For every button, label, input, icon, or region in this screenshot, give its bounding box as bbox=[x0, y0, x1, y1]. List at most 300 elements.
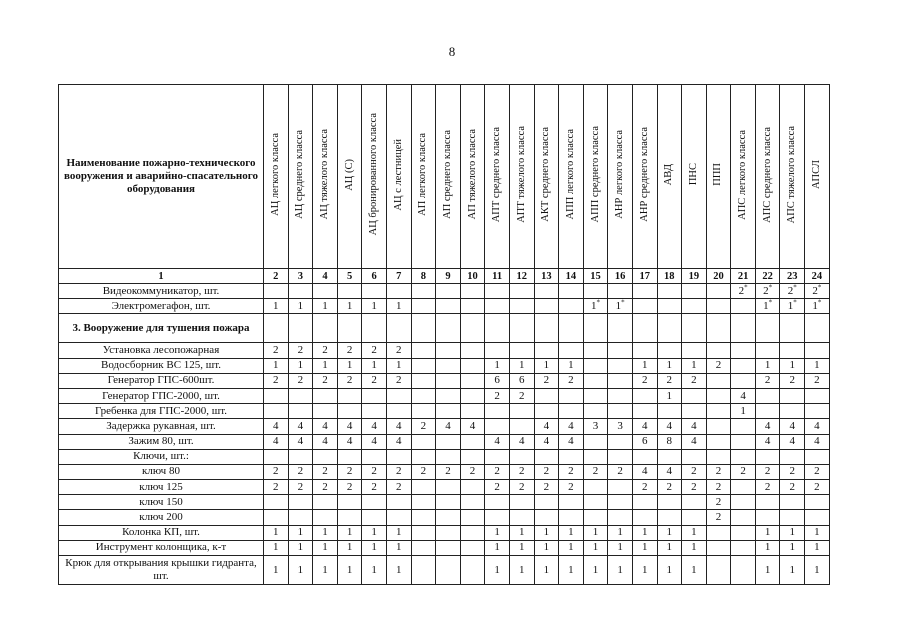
table-cell: 1 bbox=[583, 556, 608, 585]
table-cell bbox=[460, 510, 485, 525]
table-cell bbox=[608, 449, 633, 464]
table-cell: 2 bbox=[755, 464, 780, 479]
table-cell: 4 bbox=[657, 464, 682, 479]
table-cell bbox=[509, 510, 534, 525]
table-cell: 1 bbox=[313, 358, 338, 373]
table-cell bbox=[460, 373, 485, 388]
table-cell: 2 bbox=[362, 480, 387, 495]
table-cell bbox=[805, 495, 830, 510]
table-cell: 1 bbox=[485, 556, 510, 585]
row-name: Задержка рукавная, шт. bbox=[59, 419, 264, 434]
table-cell: 2 bbox=[411, 464, 436, 479]
table-cell bbox=[657, 343, 682, 358]
table-cell: 4 bbox=[362, 419, 387, 434]
table-cell bbox=[706, 314, 731, 343]
table-cell: 4 bbox=[805, 419, 830, 434]
footnote-marker: * bbox=[817, 283, 822, 291]
table-row bbox=[59, 525, 830, 540]
table-cell bbox=[313, 284, 338, 299]
table-cell: 1 bbox=[534, 556, 559, 585]
table-cell bbox=[411, 510, 436, 525]
table-cell bbox=[411, 284, 436, 299]
table-cell bbox=[264, 449, 289, 464]
table-row bbox=[59, 419, 830, 434]
table-cell bbox=[632, 284, 657, 299]
table-cell bbox=[460, 314, 485, 343]
column-header-label: АПС легкого класса bbox=[737, 129, 749, 220]
table-cell: 2 bbox=[805, 480, 830, 495]
table-cell bbox=[460, 358, 485, 373]
table-cell: 2 bbox=[313, 373, 338, 388]
table-cell bbox=[583, 434, 608, 449]
equipment-table bbox=[58, 84, 830, 585]
column-header bbox=[534, 85, 559, 269]
table-cell bbox=[288, 314, 313, 343]
table-cell bbox=[362, 495, 387, 510]
table-cell: 1 bbox=[780, 540, 805, 555]
table-cell bbox=[608, 434, 633, 449]
table-cell: 2* bbox=[780, 284, 805, 299]
table-cell bbox=[436, 388, 461, 403]
table-cell bbox=[706, 540, 731, 555]
table-cell: 1 bbox=[755, 540, 780, 555]
table-cell: 2 bbox=[534, 464, 559, 479]
table-cell: 1 bbox=[386, 556, 411, 585]
table-cell: 1* bbox=[583, 299, 608, 314]
column-header bbox=[485, 85, 510, 269]
table-cell: 1 bbox=[337, 540, 362, 555]
table-cell: 1 bbox=[264, 525, 289, 540]
table-cell bbox=[706, 556, 731, 585]
footnote-marker: * bbox=[744, 283, 748, 291]
table-cell: 4 bbox=[780, 419, 805, 434]
table-cell bbox=[583, 510, 608, 525]
table-cell bbox=[436, 556, 461, 585]
column-number: 3 bbox=[288, 269, 313, 284]
column-header-label: АП легкого класса bbox=[417, 133, 429, 216]
table-cell bbox=[657, 495, 682, 510]
table-cell: 1 bbox=[632, 358, 657, 373]
table-cell: 4 bbox=[288, 434, 313, 449]
table-cell: 2 bbox=[362, 343, 387, 358]
table-cell bbox=[337, 314, 362, 343]
table-cell bbox=[583, 495, 608, 510]
table-cell bbox=[485, 419, 510, 434]
table-cell bbox=[436, 343, 461, 358]
column-header bbox=[632, 85, 657, 269]
column-header bbox=[608, 85, 633, 269]
table-cell: 1 bbox=[755, 556, 780, 585]
table-cell bbox=[731, 314, 756, 343]
table-cell bbox=[755, 388, 780, 403]
table-cell bbox=[706, 419, 731, 434]
table-cell bbox=[411, 388, 436, 403]
table-cell: 2 bbox=[805, 464, 830, 479]
row-name: Зажим 80, шт. bbox=[59, 434, 264, 449]
table-cell: 2 bbox=[288, 343, 313, 358]
column-header bbox=[657, 85, 682, 269]
table-cell bbox=[362, 388, 387, 403]
table-cell: 2 bbox=[337, 464, 362, 479]
column-number: 16 bbox=[608, 269, 633, 284]
table-cell bbox=[264, 510, 289, 525]
table-cell bbox=[559, 388, 584, 403]
table-cell bbox=[755, 314, 780, 343]
table-cell: 1* bbox=[805, 299, 830, 314]
table-cell bbox=[313, 388, 338, 403]
column-number-row bbox=[59, 269, 830, 284]
table-cell bbox=[386, 284, 411, 299]
table-cell bbox=[436, 404, 461, 419]
table-cell bbox=[411, 434, 436, 449]
table-cell bbox=[460, 299, 485, 314]
table-cell bbox=[632, 388, 657, 403]
column-number: 23 bbox=[780, 269, 805, 284]
table-cell: 4 bbox=[337, 419, 362, 434]
table-cell: 2 bbox=[264, 464, 289, 479]
footnote-marker: * bbox=[596, 298, 601, 307]
table-cell: 1 bbox=[731, 404, 756, 419]
table-cell bbox=[411, 495, 436, 510]
table-cell: 2 bbox=[780, 373, 805, 388]
table-cell bbox=[411, 540, 436, 555]
table-cell bbox=[805, 404, 830, 419]
table-cell bbox=[731, 556, 756, 585]
table-cell bbox=[657, 284, 682, 299]
table-cell bbox=[657, 314, 682, 343]
table-cell bbox=[780, 343, 805, 358]
table-cell bbox=[706, 388, 731, 403]
table-cell: 1 bbox=[264, 358, 289, 373]
row-name: Видеокоммуникатор, шт. bbox=[59, 284, 264, 299]
column-header bbox=[731, 85, 756, 269]
table-cell: 4 bbox=[313, 434, 338, 449]
table-cell bbox=[682, 388, 707, 403]
table-cell bbox=[362, 284, 387, 299]
table-cell: 2 bbox=[436, 464, 461, 479]
table-cell: 1 bbox=[534, 540, 559, 555]
table-cell: 2 bbox=[485, 388, 510, 403]
table-cell bbox=[288, 495, 313, 510]
column-header-label: АПС среднего класса bbox=[761, 126, 773, 223]
column-header bbox=[509, 85, 534, 269]
table-cell bbox=[485, 404, 510, 419]
table-cell: 1 bbox=[313, 540, 338, 555]
table-cell: 2 bbox=[313, 464, 338, 479]
table-cell: 1 bbox=[337, 358, 362, 373]
table-cell bbox=[731, 510, 756, 525]
table-cell: 2 bbox=[386, 464, 411, 479]
table-cell: 1 bbox=[682, 525, 707, 540]
table-cell bbox=[632, 510, 657, 525]
table-cell bbox=[731, 343, 756, 358]
table-cell: 1 bbox=[755, 525, 780, 540]
table-cell bbox=[534, 388, 559, 403]
table-cell: 4 bbox=[731, 388, 756, 403]
table-cell bbox=[436, 284, 461, 299]
row-name: ключ 200 bbox=[59, 510, 264, 525]
table-cell: 2* bbox=[731, 284, 756, 299]
table-cell: 4 bbox=[264, 419, 289, 434]
table-cell bbox=[313, 510, 338, 525]
table-cell bbox=[706, 525, 731, 540]
table-cell: 1 bbox=[632, 540, 657, 555]
column-number: 18 bbox=[657, 269, 682, 284]
column-header bbox=[805, 85, 830, 269]
table-cell bbox=[485, 510, 510, 525]
table-cell bbox=[362, 314, 387, 343]
table-row bbox=[59, 314, 830, 343]
table-cell: 3 bbox=[608, 419, 633, 434]
table-cell bbox=[706, 449, 731, 464]
column-header-label: АПП среднего класса bbox=[589, 126, 601, 223]
table-cell: 2 bbox=[706, 480, 731, 495]
table-row bbox=[59, 464, 830, 479]
column-header-label: АНР среднего класса bbox=[638, 127, 650, 222]
table-cell: 2 bbox=[288, 373, 313, 388]
table-cell: 1 bbox=[386, 299, 411, 314]
table-cell bbox=[534, 495, 559, 510]
table-cell bbox=[583, 373, 608, 388]
table-cell: 1 bbox=[313, 525, 338, 540]
table-cell: 2 bbox=[706, 358, 731, 373]
table-cell bbox=[559, 404, 584, 419]
column-header bbox=[362, 85, 387, 269]
table-cell: 2 bbox=[805, 373, 830, 388]
table-cell: 2 bbox=[632, 480, 657, 495]
table-cell: 1 bbox=[805, 525, 830, 540]
table-row bbox=[59, 556, 830, 585]
table-cell bbox=[583, 358, 608, 373]
row-name: Крюк для открывания крышки гидранта, шт. bbox=[59, 556, 264, 585]
table-cell bbox=[805, 314, 830, 343]
table-row bbox=[59, 510, 830, 525]
table-cell bbox=[731, 358, 756, 373]
table-cell: 4 bbox=[559, 434, 584, 449]
table-cell: 4 bbox=[755, 419, 780, 434]
table-cell: 2 bbox=[706, 495, 731, 510]
table-cell: 1 bbox=[780, 556, 805, 585]
column-header-label: АЦ с лестницей bbox=[392, 138, 404, 211]
table-cell: 1 bbox=[657, 525, 682, 540]
table-cell: 1 bbox=[362, 540, 387, 555]
table-cell bbox=[559, 284, 584, 299]
table-cell bbox=[755, 343, 780, 358]
table-cell bbox=[706, 373, 731, 388]
column-number: 2 bbox=[264, 269, 289, 284]
table-cell bbox=[436, 314, 461, 343]
table-cell bbox=[731, 373, 756, 388]
table-cell bbox=[706, 404, 731, 419]
table-cell bbox=[460, 525, 485, 540]
table-row bbox=[59, 404, 830, 419]
table-cell: 1 bbox=[682, 540, 707, 555]
row-name: ключ 125 bbox=[59, 480, 264, 495]
table-cell: 2 bbox=[337, 343, 362, 358]
header-row bbox=[59, 85, 830, 269]
table-cell: 4 bbox=[632, 464, 657, 479]
table-cell: 1 bbox=[337, 299, 362, 314]
table-cell bbox=[657, 510, 682, 525]
table-cell: 2 bbox=[288, 464, 313, 479]
table-cell bbox=[386, 449, 411, 464]
column-header bbox=[460, 85, 485, 269]
table-cell bbox=[411, 299, 436, 314]
table-cell: 2 bbox=[559, 373, 584, 388]
column-header-label: АКТ среднего класса bbox=[540, 127, 552, 222]
table-row bbox=[59, 540, 830, 555]
column-number: 12 bbox=[509, 269, 534, 284]
table-cell bbox=[632, 449, 657, 464]
column-header-label: АЦ бронированного класса bbox=[368, 113, 380, 236]
table-cell: 1 bbox=[682, 358, 707, 373]
table-cell bbox=[780, 314, 805, 343]
table-cell: 6 bbox=[632, 434, 657, 449]
table-cell bbox=[608, 358, 633, 373]
table-cell bbox=[682, 510, 707, 525]
table-cell: 4 bbox=[657, 419, 682, 434]
table-cell: 1 bbox=[805, 540, 830, 555]
table-cell: 1 bbox=[485, 540, 510, 555]
table-cell bbox=[460, 556, 485, 585]
table-cell bbox=[682, 314, 707, 343]
table-cell: 1 bbox=[608, 540, 633, 555]
table-cell bbox=[436, 449, 461, 464]
table-cell bbox=[706, 434, 731, 449]
table-cell: 1 bbox=[386, 358, 411, 373]
table-cell: 2 bbox=[682, 373, 707, 388]
table-cell: 1 bbox=[288, 556, 313, 585]
table-cell bbox=[731, 525, 756, 540]
table-cell bbox=[436, 525, 461, 540]
table-cell: 1 bbox=[362, 299, 387, 314]
table-cell bbox=[288, 449, 313, 464]
table-cell: 4 bbox=[805, 434, 830, 449]
table-cell: 1 bbox=[682, 556, 707, 585]
table-cell bbox=[559, 299, 584, 314]
table-cell bbox=[460, 434, 485, 449]
table-cell: 1 bbox=[313, 299, 338, 314]
table-cell bbox=[534, 299, 559, 314]
table-cell: 4 bbox=[460, 419, 485, 434]
table-cell bbox=[436, 434, 461, 449]
column-header-label: АПСЛ bbox=[810, 159, 822, 190]
table-cell: 2 bbox=[485, 464, 510, 479]
table-cell bbox=[485, 284, 510, 299]
table-cell bbox=[608, 373, 633, 388]
table-cell: 1 bbox=[583, 540, 608, 555]
table-cell: 1 bbox=[264, 540, 289, 555]
table-cell: 4 bbox=[559, 419, 584, 434]
row-name: Ключи, шт.: bbox=[59, 449, 264, 464]
table-cell: 1 bbox=[559, 358, 584, 373]
table-cell bbox=[313, 449, 338, 464]
table-cell bbox=[386, 510, 411, 525]
table-cell: 2 bbox=[337, 480, 362, 495]
table-cell: 2 bbox=[386, 343, 411, 358]
column-number: 8 bbox=[411, 269, 436, 284]
table-cell bbox=[436, 540, 461, 555]
table-cell: 2 bbox=[682, 464, 707, 479]
table-cell: 2 bbox=[362, 464, 387, 479]
table-cell bbox=[608, 510, 633, 525]
table-cell: 1 bbox=[509, 358, 534, 373]
footnote-marker: * bbox=[793, 283, 797, 291]
table-cell bbox=[608, 388, 633, 403]
table-cell: 4 bbox=[386, 434, 411, 449]
table-cell bbox=[485, 495, 510, 510]
table-cell: 1 bbox=[288, 358, 313, 373]
column-header-label: АП тяжелого класса bbox=[466, 129, 478, 220]
table-cell: 1 bbox=[559, 540, 584, 555]
table-cell bbox=[682, 449, 707, 464]
table-cell bbox=[386, 314, 411, 343]
column-number: 7 bbox=[386, 269, 411, 284]
table-cell bbox=[436, 510, 461, 525]
table-cell bbox=[460, 540, 485, 555]
table-cell: 1 bbox=[583, 525, 608, 540]
table-cell bbox=[485, 314, 510, 343]
table-cell bbox=[657, 404, 682, 419]
name-column-header: Наименование пожарно-технического вооружения и аварийно-спасательного оборудования bbox=[59, 85, 264, 269]
table-cell: 1 bbox=[755, 358, 780, 373]
table-cell: 1 bbox=[534, 525, 559, 540]
table-cell bbox=[805, 449, 830, 464]
table-cell bbox=[583, 284, 608, 299]
table-cell bbox=[386, 388, 411, 403]
table-cell: 1 bbox=[485, 358, 510, 373]
table-row bbox=[59, 373, 830, 388]
table-cell bbox=[460, 449, 485, 464]
table-cell bbox=[362, 510, 387, 525]
table-cell bbox=[436, 299, 461, 314]
table-cell: 1 bbox=[657, 556, 682, 585]
table-cell bbox=[411, 556, 436, 585]
table-cell: 2 bbox=[706, 464, 731, 479]
table-cell bbox=[509, 419, 534, 434]
table-cell bbox=[780, 404, 805, 419]
table-cell bbox=[411, 404, 436, 419]
table-row bbox=[59, 495, 830, 510]
table-cell: 2 bbox=[509, 464, 534, 479]
footnote-marker: * bbox=[793, 298, 797, 307]
table-cell bbox=[485, 449, 510, 464]
table-cell: 2 bbox=[509, 480, 534, 495]
table-cell: 1 bbox=[337, 525, 362, 540]
table-cell: 2 bbox=[386, 480, 411, 495]
table-cell bbox=[509, 343, 534, 358]
table-cell bbox=[534, 314, 559, 343]
column-number: 19 bbox=[682, 269, 707, 284]
column-number: 4 bbox=[313, 269, 338, 284]
column-number: 21 bbox=[731, 269, 756, 284]
table-cell bbox=[264, 404, 289, 419]
table-cell bbox=[362, 404, 387, 419]
table-cell bbox=[608, 495, 633, 510]
column-header-label: АП среднего класса bbox=[441, 130, 453, 219]
table-cell: 2 bbox=[657, 480, 682, 495]
column-header-label: АЦ тяжелого класса bbox=[318, 129, 330, 220]
table-cell bbox=[411, 480, 436, 495]
column-number: 5 bbox=[337, 269, 362, 284]
column-header bbox=[706, 85, 731, 269]
table-cell bbox=[608, 314, 633, 343]
row-name: ключ 150 bbox=[59, 495, 264, 510]
table-cell: 4 bbox=[313, 419, 338, 434]
column-header-label: ПНС bbox=[687, 163, 699, 186]
table-cell bbox=[436, 373, 461, 388]
table-row bbox=[59, 299, 830, 314]
